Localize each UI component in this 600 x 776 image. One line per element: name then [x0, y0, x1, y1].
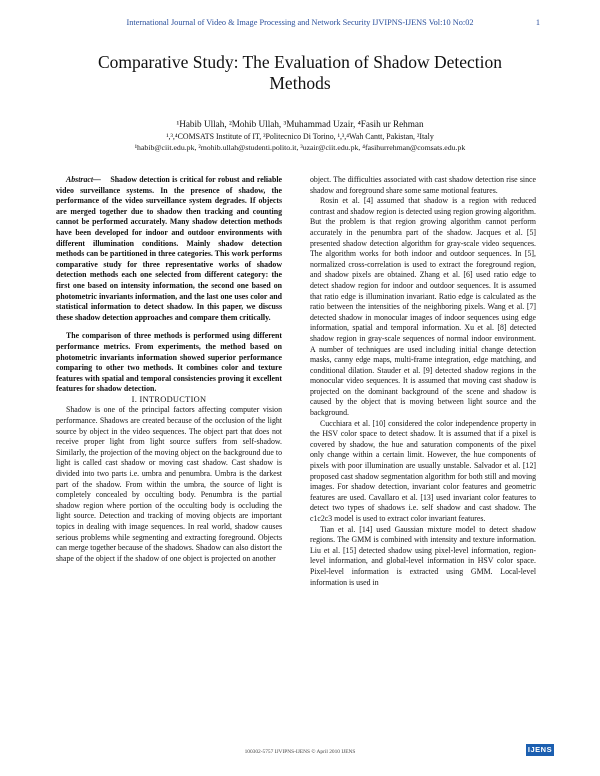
author-block	[40, 119, 560, 154]
right-paragraph-0: object. The difficulties associated with cast shadow detection rise since shadow and foreground share some same motional features.	[310, 175, 536, 195]
intro-paragraph-1: Shadow is one of the principal factors affecting computer vision performance. Shadows are created because of the occlusion of the light source by object in the video sequences. The object part that does not receive proper light from light source suffers from self-shadow. Similarly, the projection of the moving object on the background due to light is called cast shadow or moving cast shadow. Cast shadow is divided into two parts i.e. umbra and penumbra. Umbra is the darkest part of the shadow. From within the umbra, the source of light is completely concealed by occulting body. Penumbra is the partial shadow region where portion of the occulting body is occluding the light source. Detection and tracking of moving objects are important topics in dealing with image sequences. In real world, shadow causes serious problems while segmenting and extracting foreground. Objects can merge together because of the shadows. Shadow can also distort the shape of the object if the shadow of one object is projected on another	[56, 405, 282, 563]
right-paragraph-2: Cucchiara et al. [10] considered the color independence property in the HSV color space to detect shadow. It is assumed that if a pixel is covered by shadow, the hue and saturation components of the pixel only change within a certain limit. However, the hue components of pixels with poor illumination are usually unstable. Salvador et al. [12] proposed cast shadow segmentation algorithm for both still and moving images. For shadow detection, invariant color features and geometric features are used. Cavallaro et al. [13] used invariant color features to detect two types of shadows i.e. self shadow and cast shadow. The c1c2c3 model is used to extract color invariant features.	[310, 418, 536, 523]
running-head: International Journal of Video & Image Processing and Network Security IJVIPNS-IJENS Vol:10 No:02	[126, 18, 474, 27]
left-column	[56, 175, 282, 564]
abstract-text-1: Shadow detection is critical for robust and reliable video surveillance systems. In the presence of shadow, the performance of the video surveillance system degrades. If objects are merged together due to shadow then tracking and counting cannot be performed accurately. Many shadow detection methods have been developed for indoor and outdoor environments with different illumination conditions. Mainly shadow detection methods can be partitioned in three categories. This work performs comparative study for three representative works of shadow detection methods each one selected from different category: the first one based on intensity information, the second one based on photometric invariants information, and the last one uses color and statistical information to detect shadow. In this paper, we discuss these shadow detection approaches and compare them critically.	[56, 175, 283, 322]
footer-code: 100302-5757 IJVIPNS-IJENS © April 2010 IJENS	[244, 749, 356, 755]
title-line-2: Methods	[269, 73, 331, 93]
ijens-logo: IJENS	[527, 745, 553, 754]
right-paragraph-1: Rosin et al. [4] assumed that shadow is a region with reduced contrast and shadow region is detected using region growing algorithm. But the problem is that region growing algorithm cannot perform accurately in the penumbra part of the shadow. Jacques et al. [5] presented shadow detection algorithm for gray-scale video sequences. The algorithm works for both indoor and outdoor sequences. In [5], normalized cross-correlation is used to extract the foreground region, and shadow pixels are obtained. Zhang et al. [6] used ratio edge to detect shadow region for indoor and outdoor sequences. It is assumed that ratio edge is illumination invariant. Ratio edge is calculated as the ratio between the intensities of the neighboring pixels. Wang et al. [7] detected shadow in monocular images of indoor sequences using edge information, spatial and temporal information. Xu et al. [8] detected shadow region in gray-scale sequences of normal indoor environment. A number of techniques are used including initial change detection masks, canny edge maps, multi-frame integration, edge matching, and conditional dilation. Stauder et al. [9] detected shadow regions in the monocular video sequences. It is assumed that moving cast shadow is projected on the dominant background of the scene and shadow is caused by the object that is moving between light source and the background.	[310, 196, 536, 418]
abstract-paragraph-2: The comparison of three methods is performed using different performance metrics. From experiments, the method based on photometric invariants information showed superior performance comparing to other two methods. It combines color and texture features with spatial and temporal consistencies proving it excellent features for shadow detection.	[56, 331, 282, 394]
page-number: 1	[535, 18, 540, 27]
abstract-paragraph-1	[56, 175, 282, 323]
title-line-1: Comparative Study: The Evaluation of Shadow Detection	[97, 52, 503, 72]
abstract-lead: Abstract—	[66, 175, 101, 184]
section-heading-introduction: I. INTRODUCTION	[131, 394, 207, 404]
author-names: ¹Habib Ullah, ²Mohib Ullah, ³Muhammad Uzair, ⁴Fasih ur Rehman	[176, 119, 424, 129]
right-column	[310, 175, 536, 588]
author-affiliations: ¹,³,⁴COMSATS Institute of IT, ²Politecnico Di Torino, ¹,³,⁴Wah Cantt, Pakistan, ²Italy	[166, 131, 434, 141]
right-paragraph-3: Tian et al. [14] used Gaussian mixture model to detect shadow regions. The GMM is combined with intensity and texture information. Liu et al. [15] detected shadow using pixel-level information, region-level information, and global-level information in HSV color space. Pixel-level information is extracted using GMM. Local-level information is used in	[310, 524, 536, 587]
author-emails: ¹habib@ciit.edu.pk, ²mohib.ullah@studenti.polito.it, ³uzair@ciit.edu.pk, ⁴fasihurrehman@comsats.edu.pk	[134, 143, 466, 152]
paper-title	[60, 52, 540, 94]
